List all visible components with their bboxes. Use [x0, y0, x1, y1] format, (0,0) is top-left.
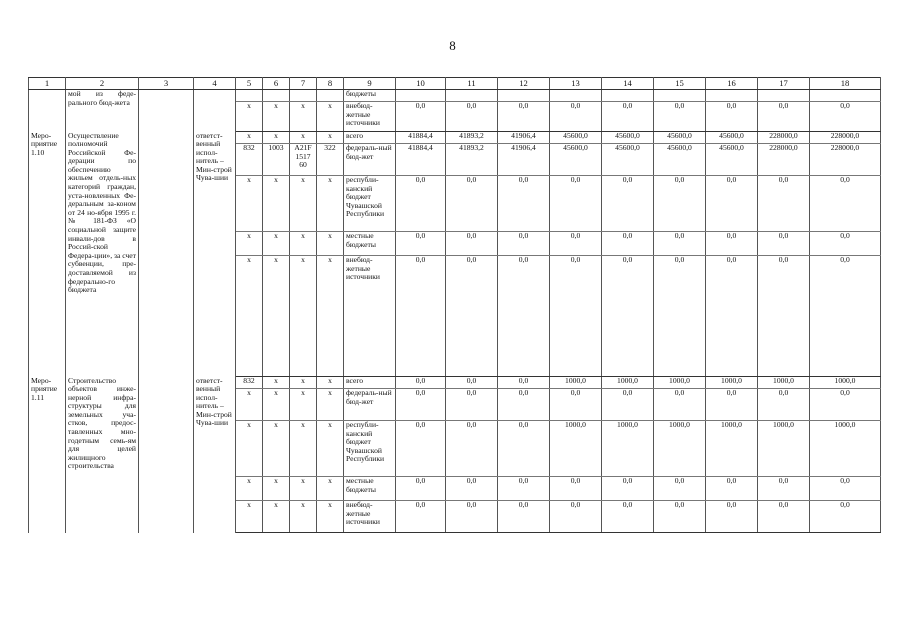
code-cell: х [317, 501, 344, 533]
value-cell: 0,0 [446, 389, 498, 421]
value-cell: 0,0 [810, 501, 881, 533]
code-cell: х [263, 232, 290, 256]
table-row [29, 132, 881, 144]
code-cell: х [263, 102, 290, 132]
code-cell: х [290, 421, 317, 477]
value-cell [550, 90, 602, 102]
value-cell: 1000,0 [550, 421, 602, 477]
code-cell: х [263, 477, 290, 501]
value-cell [654, 90, 706, 102]
code-cell: 832 [236, 377, 263, 389]
event-label-cell: Меро-приятие 1.11 [29, 377, 66, 533]
code-cell: х [290, 176, 317, 232]
value-cell: 0,0 [706, 477, 758, 501]
value-cell: 41893,2 [446, 132, 498, 144]
event-name-cell: мой из феде-рального бюд-жета [66, 90, 139, 132]
code-cell: х [236, 477, 263, 501]
funding-source-cell: внебюд-жетные источники [344, 102, 396, 132]
value-cell: 0,0 [446, 421, 498, 477]
funding-source-cell: бюджеты [344, 90, 396, 102]
value-cell: 1000,0 [602, 377, 654, 389]
value-cell: 41893,2 [446, 144, 498, 176]
code-cell: х [263, 176, 290, 232]
value-cell: 0,0 [758, 176, 810, 232]
header-cell: 6 [263, 78, 290, 90]
value-cell: 0,0 [654, 501, 706, 533]
code-cell: х [317, 477, 344, 501]
value-cell: 0,0 [654, 176, 706, 232]
value-cell: 0,0 [446, 377, 498, 389]
value-cell: 0,0 [602, 102, 654, 132]
value-cell: 0,0 [396, 389, 446, 421]
code-cell: 322 [317, 144, 344, 176]
value-cell: 41884,4 [396, 144, 446, 176]
code-cell: х [317, 421, 344, 477]
page-number: 8 [449, 38, 456, 53]
value-cell: 41884,4 [396, 132, 446, 144]
header-cell: 2 [66, 78, 139, 90]
value-cell: 0,0 [810, 477, 881, 501]
code-cell: х [317, 389, 344, 421]
code-cell: 832 [236, 144, 263, 176]
code-cell: х [317, 132, 344, 144]
empty-cell [139, 132, 194, 377]
value-cell: 0,0 [498, 102, 550, 132]
value-cell: 0,0 [706, 501, 758, 533]
executor-cell: ответст-венный испол-нитель – Мин-строй Чува-шии [194, 132, 236, 377]
code-cell: х [290, 477, 317, 501]
value-cell: 0,0 [550, 389, 602, 421]
header-cell: 15 [654, 78, 706, 90]
value-cell: 0,0 [498, 477, 550, 501]
funding-source-cell: республи-канский бюджет Чувашской Республики [344, 176, 396, 232]
value-cell: 0,0 [396, 176, 446, 232]
header-cell: 3 [139, 78, 194, 90]
funding-source-cell: внебюд-жетные источники [344, 256, 396, 377]
funding-source-cell: всего [344, 132, 396, 144]
code-cell: х [236, 132, 263, 144]
code-cell: х [290, 501, 317, 533]
value-cell: 0,0 [706, 389, 758, 421]
header-cell: 17 [758, 78, 810, 90]
value-cell: 1000,0 [810, 421, 881, 477]
value-cell: 0,0 [602, 501, 654, 533]
value-cell: 0,0 [654, 256, 706, 377]
code-cell: A21F 1517 60 [290, 144, 317, 176]
code-cell: х [290, 256, 317, 377]
code-cell: х [236, 389, 263, 421]
value-cell: 41906,4 [498, 144, 550, 176]
label-cell [29, 90, 66, 132]
code-cell: х [236, 256, 263, 377]
table-row [29, 90, 881, 102]
value-cell: 45600,0 [706, 144, 758, 176]
header-cell: 9 [344, 78, 396, 90]
value-cell: 0,0 [550, 176, 602, 232]
value-cell: 0,0 [758, 501, 810, 533]
value-cell: 45600,0 [602, 144, 654, 176]
code-cell [263, 90, 290, 102]
code-cell [317, 90, 344, 102]
value-cell: 0,0 [706, 176, 758, 232]
value-cell [810, 90, 881, 102]
value-cell: 45600,0 [550, 144, 602, 176]
funding-source-cell: местные бюджеты [344, 232, 396, 256]
value-cell: 0,0 [396, 232, 446, 256]
code-cell: х [290, 132, 317, 144]
value-cell: 0,0 [446, 232, 498, 256]
value-cell: 0,0 [654, 477, 706, 501]
value-cell: 0,0 [810, 102, 881, 132]
value-cell: 0,0 [498, 256, 550, 377]
executor-cell [194, 90, 236, 132]
funding-source-cell: республи-канский бюджет Чувашской Республики [344, 421, 396, 477]
value-cell: 0,0 [446, 256, 498, 377]
header-cell: 4 [194, 78, 236, 90]
value-cell [758, 90, 810, 102]
value-cell: 1000,0 [758, 421, 810, 477]
value-cell: 228000,0 [810, 144, 881, 176]
value-cell: 1000,0 [602, 421, 654, 477]
code-cell: х [236, 232, 263, 256]
value-cell: 0,0 [396, 102, 446, 132]
value-cell: 228000,0 [758, 132, 810, 144]
code-cell: х [263, 389, 290, 421]
code-cell: х [236, 421, 263, 477]
code-cell: х [290, 389, 317, 421]
value-cell [706, 90, 758, 102]
code-cell: х [290, 377, 317, 389]
value-cell: 0,0 [602, 176, 654, 232]
empty-cell [139, 377, 194, 533]
value-cell: 0,0 [706, 232, 758, 256]
value-cell: 0,0 [396, 377, 446, 389]
header-cell: 5 [236, 78, 263, 90]
value-cell: 228000,0 [758, 144, 810, 176]
value-cell: 0,0 [810, 389, 881, 421]
table-body [29, 78, 881, 533]
executor-cell: ответст-венный испол-нитель – Мин-строй Чува-шии [194, 377, 236, 533]
code-cell [236, 90, 263, 102]
table-row [29, 377, 881, 389]
value-cell [602, 90, 654, 102]
value-cell: 45600,0 [654, 132, 706, 144]
code-cell: х [290, 102, 317, 132]
value-cell: 1000,0 [550, 377, 602, 389]
event-label-cell: Меро-приятие 1.10 [29, 132, 66, 377]
code-cell [290, 90, 317, 102]
value-cell: 1000,0 [758, 377, 810, 389]
value-cell: 0,0 [602, 256, 654, 377]
header-cell: 14 [602, 78, 654, 90]
header-cell: 12 [498, 78, 550, 90]
value-cell: 0,0 [550, 232, 602, 256]
header-cell: 10 [396, 78, 446, 90]
value-cell: 0,0 [758, 477, 810, 501]
value-cell: 0,0 [654, 102, 706, 132]
value-cell: 228000,0 [810, 132, 881, 144]
value-cell: 0,0 [810, 232, 881, 256]
value-cell: 0,0 [446, 176, 498, 232]
code-cell: х [236, 102, 263, 132]
value-cell: 1000,0 [706, 377, 758, 389]
value-cell: 0,0 [758, 102, 810, 132]
value-cell: 41906,4 [498, 132, 550, 144]
code-cell: х [263, 377, 290, 389]
value-cell [446, 90, 498, 102]
value-cell: 0,0 [602, 477, 654, 501]
value-cell: 45600,0 [706, 132, 758, 144]
code-cell: х [290, 232, 317, 256]
value-cell: 0,0 [706, 102, 758, 132]
value-cell: 45600,0 [654, 144, 706, 176]
value-cell: 0,0 [550, 477, 602, 501]
value-cell: 0,0 [758, 256, 810, 377]
value-cell [498, 90, 550, 102]
value-cell: 1000,0 [654, 421, 706, 477]
value-cell: 0,0 [396, 477, 446, 501]
value-cell: 0,0 [446, 102, 498, 132]
value-cell: 0,0 [498, 421, 550, 477]
header-row [29, 78, 881, 90]
value-cell: 0,0 [446, 477, 498, 501]
header-cell: 16 [706, 78, 758, 90]
value-cell: 0,0 [396, 501, 446, 533]
code-cell: х [263, 256, 290, 377]
code-cell: 1003 [263, 144, 290, 176]
header-cell: 18 [810, 78, 881, 90]
value-cell: 0,0 [654, 232, 706, 256]
value-cell: 0,0 [550, 501, 602, 533]
value-cell: 0,0 [602, 232, 654, 256]
value-cell: 0,0 [654, 389, 706, 421]
empty-cell [139, 90, 194, 132]
value-cell: 0,0 [810, 256, 881, 377]
value-cell: 0,0 [602, 389, 654, 421]
header-cell: 8 [317, 78, 344, 90]
code-cell: х [236, 501, 263, 533]
value-cell: 1000,0 [706, 421, 758, 477]
value-cell: 0,0 [810, 176, 881, 232]
budget-table [28, 77, 881, 533]
value-cell: 45600,0 [602, 132, 654, 144]
event-name-cell: Строительство объектов инже-нерной инфра-структуры для земельных уча-стков, предос-тавленных мно-годетным семь-ям для целей жилищного строительства [66, 377, 139, 533]
value-cell: 0,0 [758, 389, 810, 421]
value-cell [396, 90, 446, 102]
header-cell: 11 [446, 78, 498, 90]
value-cell: 0,0 [396, 421, 446, 477]
code-cell: х [317, 102, 344, 132]
header-cell: 13 [550, 78, 602, 90]
funding-source-cell: федераль-ный бюд-жет [344, 389, 396, 421]
value-cell: 0,0 [498, 501, 550, 533]
value-cell: 0,0 [498, 176, 550, 232]
header-cell: 1 [29, 78, 66, 90]
value-cell: 0,0 [498, 232, 550, 256]
header-cell: 7 [290, 78, 317, 90]
value-cell: 0,0 [446, 501, 498, 533]
value-cell: 0,0 [550, 102, 602, 132]
code-cell: х [236, 176, 263, 232]
value-cell: 0,0 [758, 232, 810, 256]
funding-source-cell: внебюд-жетные источники [344, 501, 396, 533]
code-cell: х [263, 501, 290, 533]
funding-source-cell: федераль-ный бюд-жет [344, 144, 396, 176]
value-cell: 0,0 [498, 377, 550, 389]
code-cell: х [317, 176, 344, 232]
value-cell: 45600,0 [550, 132, 602, 144]
funding-source-cell: всего [344, 377, 396, 389]
funding-source-cell: местные бюджеты [344, 477, 396, 501]
value-cell: 0,0 [498, 389, 550, 421]
event-name-cell: Осуществление полномочий Российской Фе-дерации по обеспечению жильем отдель-ных категорий граждан, уста-новленных Фе-деральным за-коном от 24 но-ября 1995 г. № 181-ФЗ «О социальной защите инвали-дов в Россий-ской Федера-ции», за счет субвенции, пре-доставляемой из федерально-го бюджета [66, 132, 139, 377]
value-cell: 0,0 [396, 256, 446, 377]
code-cell: х [317, 377, 344, 389]
value-cell: 0,0 [550, 256, 602, 377]
value-cell: 1000,0 [654, 377, 706, 389]
value-cell: 0,0 [706, 256, 758, 377]
code-cell: х [263, 132, 290, 144]
code-cell: х [317, 232, 344, 256]
value-cell: 1000,0 [810, 377, 881, 389]
code-cell: х [263, 421, 290, 477]
code-cell: х [317, 256, 344, 377]
